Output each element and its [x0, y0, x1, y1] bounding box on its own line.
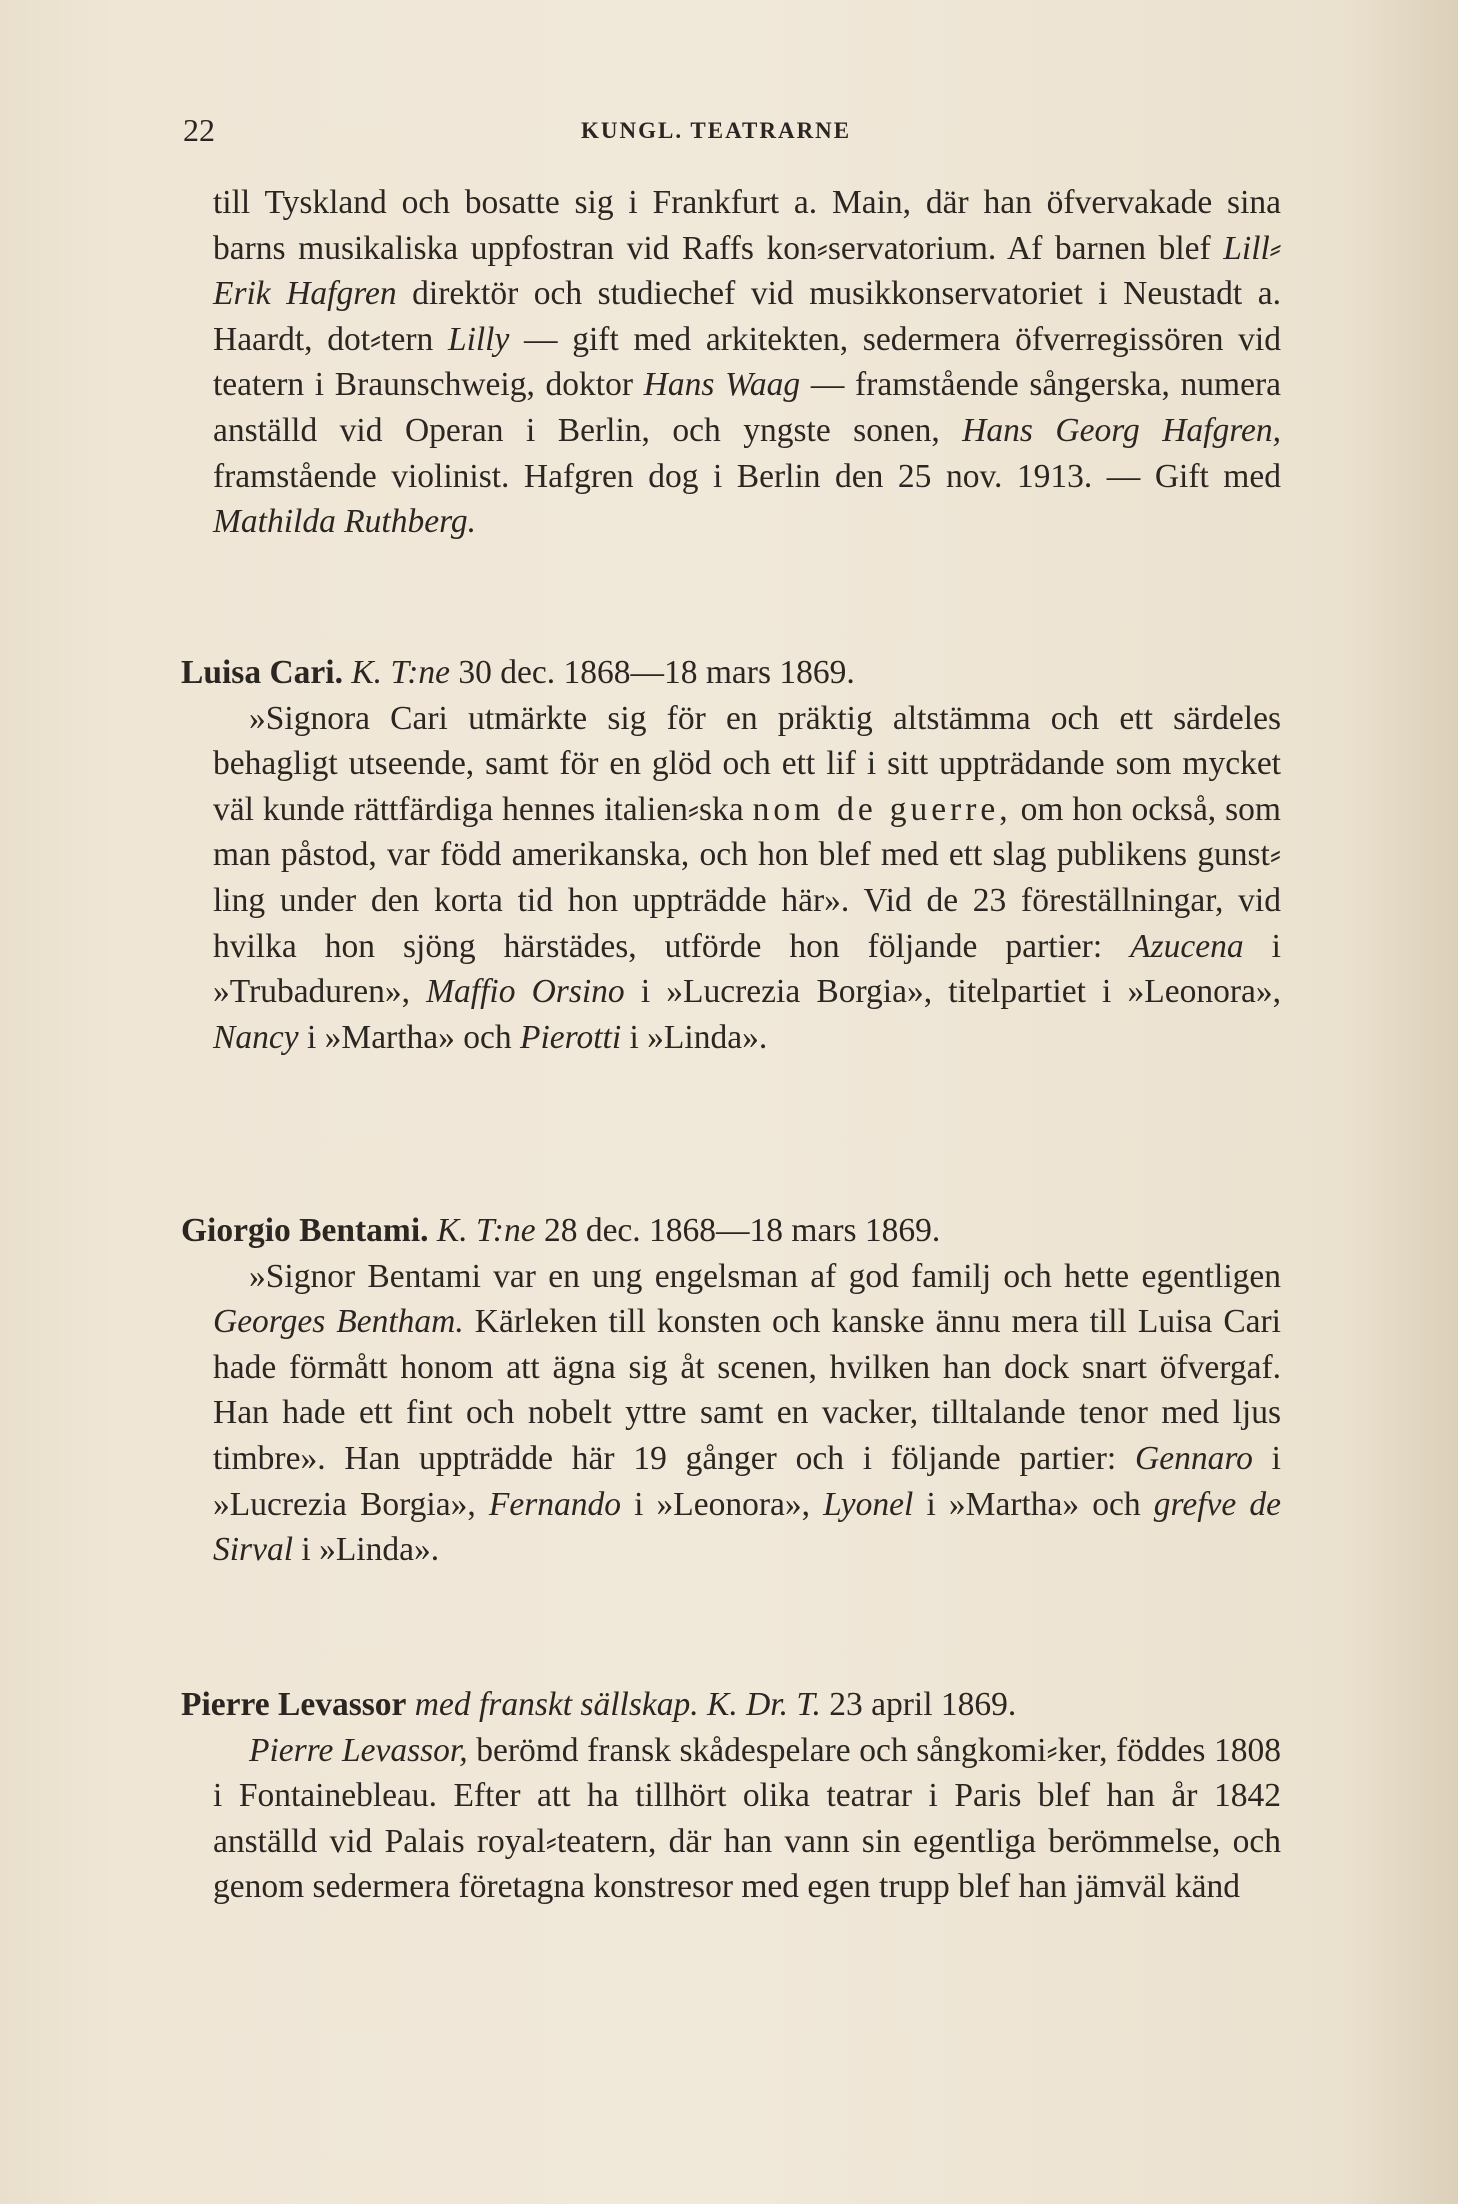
entry-name: Luisa Cari.: [181, 654, 343, 691]
entry-body: Pierre Levassor, berömd fransk skådespelare och sångkomi⸗ker, föddes 1808 i Fontainebleau. Efter att ha tillhört olika teatrar i Paris blef han år 1842 anställd vid Palais royal⸗teatern, där han vann sin egentliga berömmelse, och genom sedermera företagna konstresor med egen trupp blef han jämväl känd: [213, 1731, 1281, 1906]
entry-heading: Giorgio Bentami. K. T:ne 28 dec. 1868—18 mars 1869.: [181, 1212, 941, 1249]
entry-giorgio-bentami: [181, 1208, 1282, 1573]
entry-pierre-levassor: [181, 1682, 1281, 1910]
entry-name: Pierre Levassor: [181, 1686, 407, 1723]
entry-heading: Pierre Levassor med franskt sällskap. K. Dr. T. 23 april 1869.: [181, 1686, 1017, 1723]
entry-name: Giorgio Bentami.: [181, 1212, 429, 1249]
entry-body: »Signora Cari utmärkte sig för en präktig altstämma och ett särdeles behagligt utseende, samt för en glöd och ett lif i sitt uppträdande som mycket väl kunde rättfärdiga hennes italien⸗ska nom de guerre, om hon också, som man påstod, var född amerikanska, och hon blef med ett slag publikens gunst⸗ling under den korta tid hon uppträdde här». Vid de 23 föreställningar, vid hvilka hon sjöng härstädes, utförde hon följande partier: Azucena i »Trubaduren», Maffio Orsino i »Lucrezia Borgia», titelpartiet i »Leonora», Nancy i »Martha» och Pierotti i »Linda».: [213, 699, 1281, 1056]
page-number: 22: [183, 112, 215, 148]
entry-heading: Luisa Cari. K. T:ne 30 dec. 1868—18 mars 1869.: [181, 654, 855, 691]
intro-paragraph: till Tyskland och bosatte sig i Frankfurt a. Main, där han öfvervakade sina barns musikaliska uppfostran vid Raffs kon⸗servatorium. Af barnen blef Lill⸗Erik Hafgren direktör och studiechef vid musikkonservatoriet i Neustadt a. Haardt, dot⸗tern Lilly — gift med arkitekten, sedermera öfverregissören vid teatern i Braunschweig, doktor Hans Waag — framstående sångerska, numera anställd vid Operan i Berlin, och yngste sonen, Hans Georg Hafgren, framstående violinist. Hafgren dog i Berlin den 25 nov. 1913. — Gift med Mathilda Ruthberg.: [213, 184, 1281, 541]
entry-body: »Signor Bentami var en ung engelsman af god familj och hette egentligen Georges Bentham. Kärleken till konsten och kanske ännu mera till Luisa Cari hade förmått honom att ägna sig åt scenen, hvilken han dock snart öfvergaf. Han hade ett fint och nobelt yttre samt en vacker, tilltalande tenor med ljus timbre». Han uppträdde här 19 gånger och i följande partier: Gennaro i »Lucrezia Borgia», Fernando i »Leonora», Lyonel i »Martha» och grefve de Sirval i »Linda».: [213, 1257, 1282, 1569]
page-header: [183, 112, 1283, 156]
running-title: KUNGL. TEATRARNE: [581, 118, 852, 143]
entry-luisa-cari: [181, 650, 1281, 1060]
